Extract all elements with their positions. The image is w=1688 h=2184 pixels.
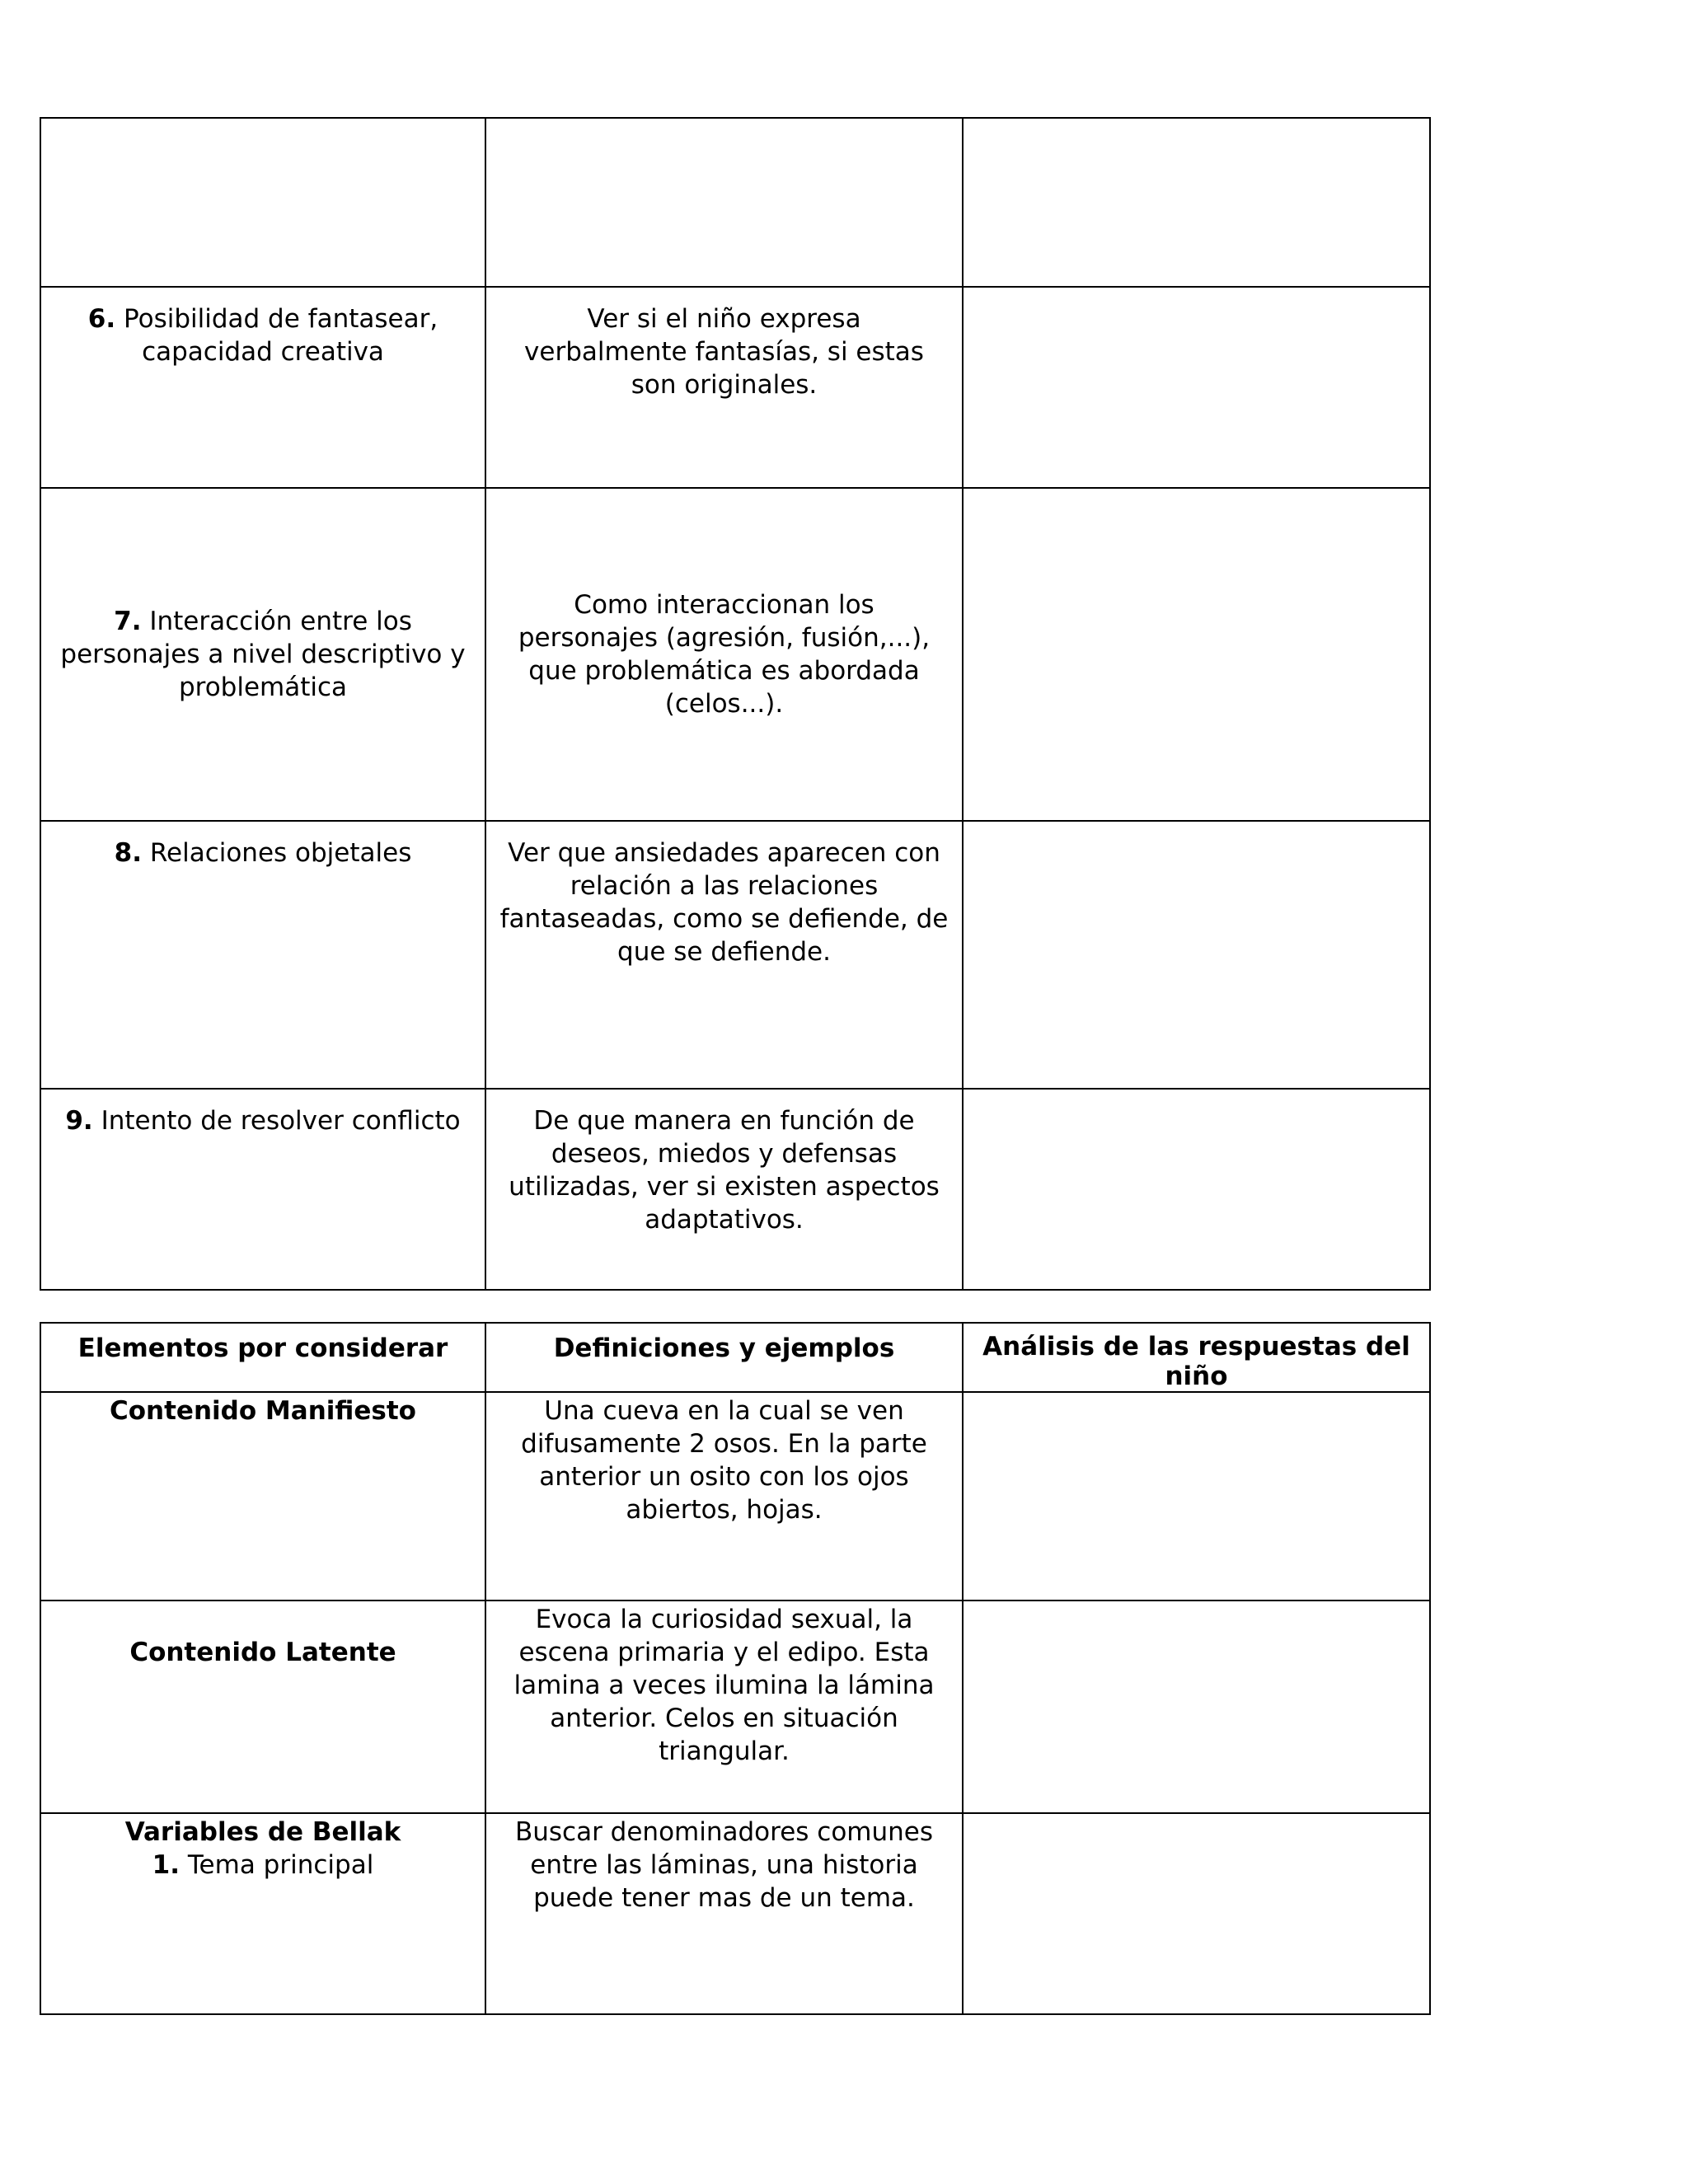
element-cell	[40, 118, 485, 287]
item-heading: Contenido Latente	[129, 1638, 396, 1667]
header-analysis: Análisis de las respuestas del niño	[963, 1323, 1430, 1392]
element-cell	[40, 1813, 485, 2014]
item-heading: Variables de Bellak	[124, 1817, 401, 1847]
analysis-cell[interactable]	[963, 1601, 1430, 1813]
header-definitions: Definiciones y ejemplos	[485, 1323, 963, 1392]
element-cell	[40, 488, 485, 821]
table-row	[40, 287, 1430, 488]
analysis-cell[interactable]	[963, 821, 1430, 1089]
item-number: 7.	[114, 607, 142, 636]
item-label: Posibilidad de fantasear, capacidad creativa	[124, 304, 438, 367]
table-row	[40, 118, 1430, 287]
item-number: 1.	[152, 1850, 181, 1880]
table-row	[40, 1601, 1430, 1813]
item-label: Intento de resolver conflicto	[101, 1106, 461, 1136]
analysis-cell[interactable]	[963, 1813, 1430, 2014]
analysis-cell[interactable]	[963, 1392, 1430, 1601]
analysis-cell[interactable]	[963, 118, 1430, 287]
element-cell	[40, 287, 485, 488]
definition-cell	[485, 118, 963, 287]
element-cell	[40, 1089, 485, 1290]
definition-cell: Una cueva en la cual se ven difusamente 2 osos. En la parte anterior un osito con los ojos abiertos, hojas.	[485, 1392, 963, 1601]
item-number: 6.	[87, 304, 116, 334]
item-label: Interacción entre los personajes a nivel descriptivo y problemática	[60, 607, 466, 702]
table-row	[40, 1089, 1430, 1290]
item-number: 9.	[65, 1106, 93, 1136]
definition-cell: Como interaccionan los personajes (agresión, fusión,...), que problemática es abordada (celos...).	[485, 488, 963, 821]
bellak-analysis-table	[40, 1322, 1431, 2015]
table-row	[40, 488, 1430, 821]
element-cell	[40, 821, 485, 1089]
definition-cell: Buscar denominadores comunes entre las láminas, una historia puede tener mas de un tema.	[485, 1813, 963, 2014]
item-label: Relaciones objetales	[149, 838, 412, 868]
table-header-row	[40, 1323, 1430, 1392]
element-cell	[40, 1392, 485, 1601]
table-row	[40, 1813, 1430, 2014]
definition-cell: De que manera en función de deseos, miedos y defensas utilizadas, ver si existen aspectos adaptativos.	[485, 1089, 963, 1290]
analysis-cell[interactable]	[963, 287, 1430, 488]
definition-cell: Ver si el niño expresa verbalmente fantasías, si estas son originales.	[485, 287, 963, 488]
header-elements: Elementos por considerar	[40, 1323, 485, 1392]
bellak-analysis-table-continued	[40, 117, 1431, 1291]
table-row	[40, 1392, 1430, 1601]
definition-cell: Ver que ansiedades aparecen con relación a las relaciones fantaseadas, como se defiende, de que se defiende.	[485, 821, 963, 1089]
definition-cell: Evoca la curiosidad sexual, la escena primaria y el edipo. Esta lamina a veces ilumina la lámina anterior. Celos en situación triangular.	[485, 1601, 963, 1813]
item-label: Tema principal	[187, 1850, 374, 1880]
analysis-cell[interactable]	[963, 488, 1430, 821]
element-cell	[40, 1601, 485, 1813]
item-number: 8.	[114, 838, 142, 868]
item-heading: Contenido Manifiesto	[110, 1396, 416, 1426]
table-row	[40, 821, 1430, 1089]
analysis-cell[interactable]	[963, 1089, 1430, 1290]
